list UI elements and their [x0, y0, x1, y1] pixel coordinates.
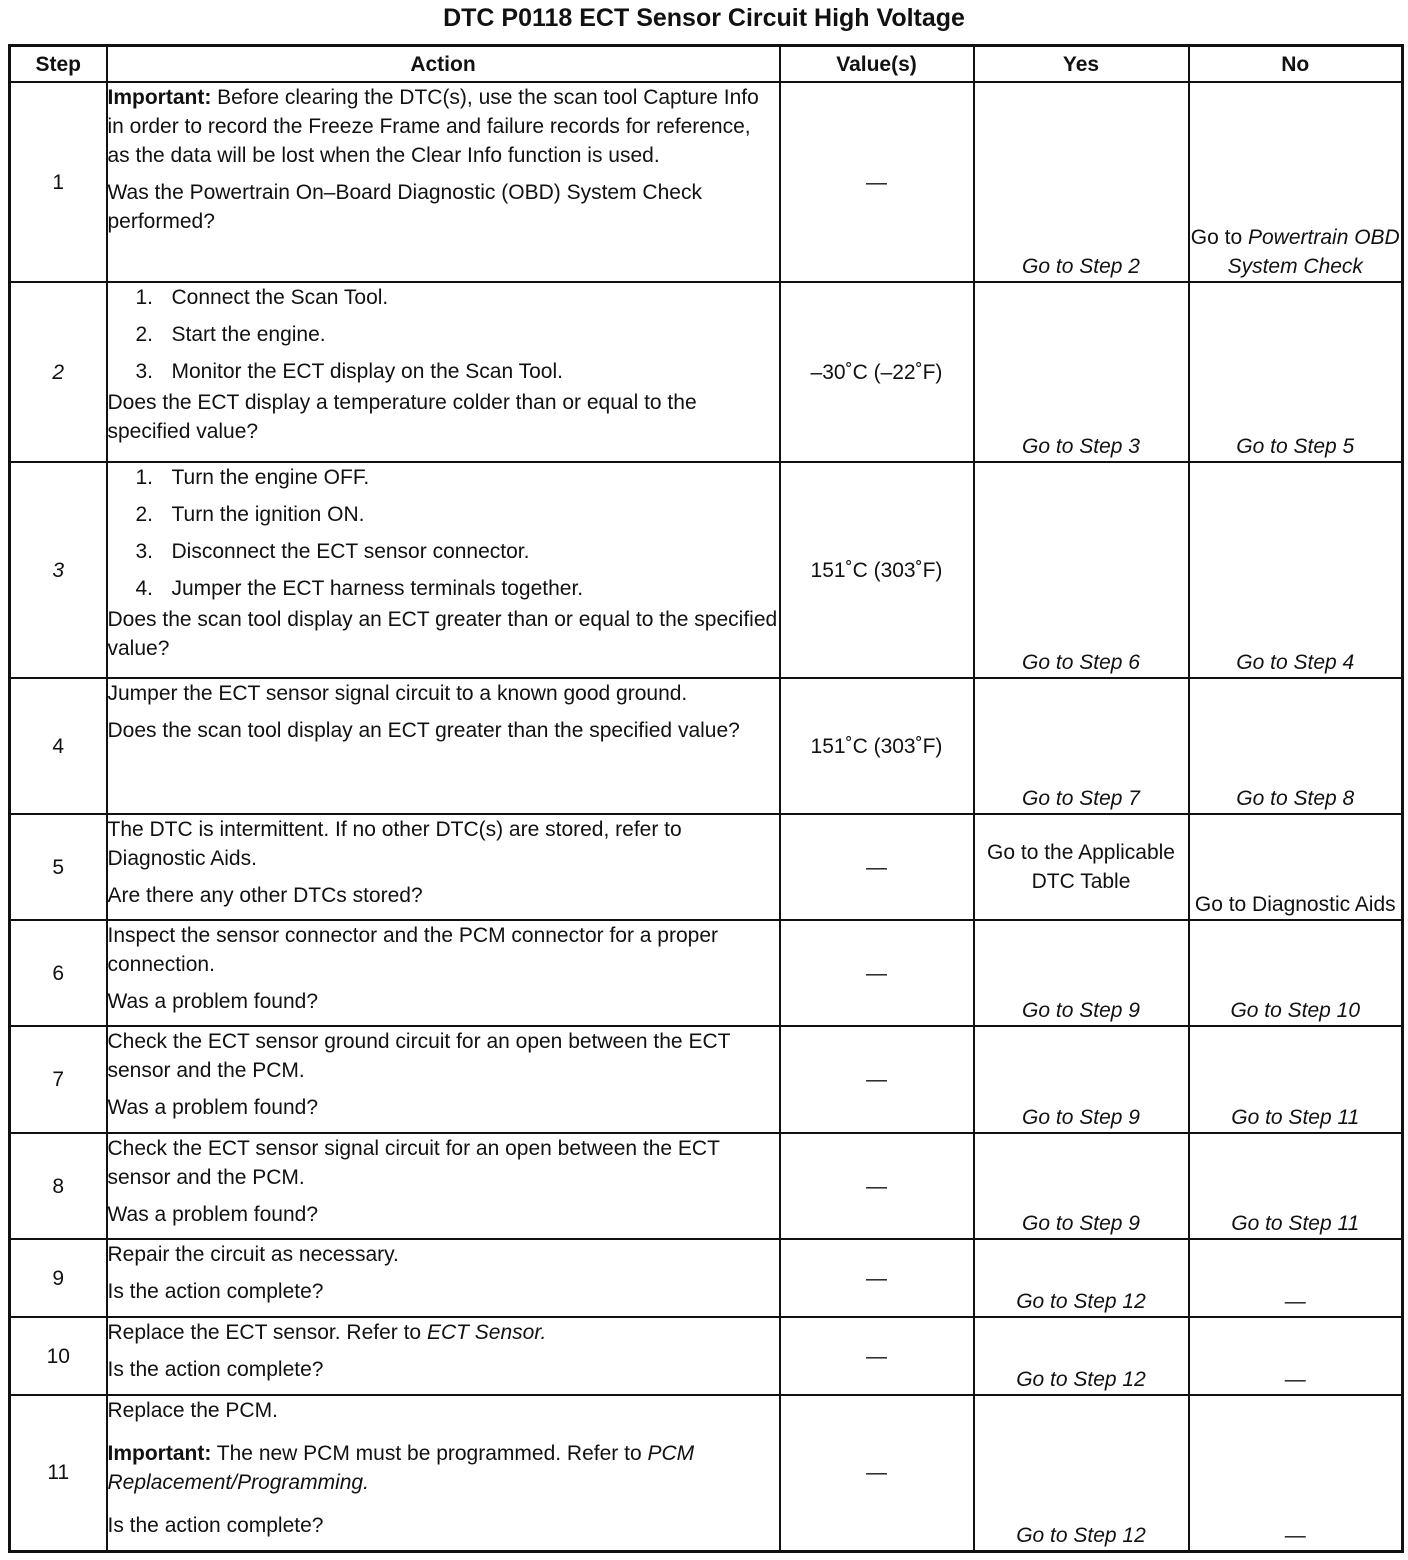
step-number: 10 — [10, 1317, 107, 1395]
yes-link[interactable]: Go to Step 6 — [1022, 651, 1140, 674]
yes-link[interactable]: Go to Step 9 — [1022, 1212, 1140, 1235]
header-action: Action — [107, 46, 780, 83]
no-cell — [1189, 920, 1403, 1026]
yes-cell — [974, 678, 1189, 814]
action-question: Was a problem found? — [107, 1203, 319, 1226]
value-cell: — — [780, 814, 974, 920]
action-question: Are there any other DTCs stored? — [107, 884, 423, 907]
table-header-row — [10, 46, 1403, 83]
table-row-step-1 — [10, 82, 1403, 282]
action-question: Does the scan tool display an ECT greater than the specified value? — [107, 719, 740, 742]
action-text: The DTC is intermittent. If no other DTC(s) are stored, refer to Diagnostic Aids. — [107, 818, 682, 870]
yes-cell — [974, 814, 1189, 920]
action-item-text: Turn the engine OFF. — [171, 466, 370, 489]
yes-cell — [974, 1239, 1189, 1317]
step-number: 8 — [10, 1133, 107, 1239]
action-text: Repair the circuit as necessary. — [107, 1243, 399, 1266]
action-question: Is the action complete? — [107, 1280, 324, 1303]
step-number: 3 — [10, 462, 107, 678]
action-item-text: Connect the Scan Tool. — [171, 286, 389, 309]
yes-cell — [974, 282, 1189, 462]
no-cell — [1189, 282, 1403, 462]
action-cell — [107, 678, 780, 814]
no-cell — [1189, 678, 1403, 814]
pcm-programming-link[interactable]: PCM Replacement/Programming. — [107, 1442, 695, 1494]
value-cell: — — [780, 1239, 974, 1317]
yes-cell — [974, 1133, 1189, 1239]
action-item-text: Jumper the ECT harness terminals together. — [171, 577, 584, 600]
value-cell: — — [780, 1395, 974, 1551]
yes-link[interactable]: Go to Step 9 — [1022, 1106, 1140, 1129]
table-row-step-11 — [10, 1395, 1403, 1551]
yes-link[interactable]: Go to Step 3 — [1022, 435, 1140, 458]
yes-link[interactable]: Go to Step 7 — [1022, 787, 1140, 810]
action-cell — [107, 282, 780, 462]
yes-link[interactable]: Go to Step 12 — [1016, 1523, 1146, 1547]
action-cell — [107, 82, 780, 282]
value-cell: — — [780, 1317, 974, 1395]
action-item-text: Start the engine. — [171, 323, 326, 346]
no-cell: — — [1189, 1317, 1403, 1395]
step-number: 9 — [10, 1239, 107, 1317]
action-item: 2. Turn the ignition ON. — [135, 503, 365, 526]
action-item: 1. Turn the engine OFF. — [135, 466, 370, 489]
no-link[interactable]: Powertrain OBD System Check — [1227, 226, 1400, 278]
action-question: Was a problem found? — [107, 990, 319, 1013]
table-row-step-2 — [10, 282, 1403, 462]
important-note — [108, 83, 779, 170]
action-question: Is the action complete? — [107, 1358, 324, 1381]
table-row-step-10 — [10, 1317, 1403, 1395]
step-number: 7 — [10, 1026, 107, 1133]
action-text: Check the ECT sensor ground circuit for an open between the ECT sensor and the PCM. — [107, 1030, 731, 1082]
header-yes: Yes — [974, 46, 1189, 83]
diagnostic-table — [8, 44, 1404, 1553]
yes-cell — [974, 462, 1189, 678]
table-row-step-8 — [10, 1133, 1403, 1239]
important-text: Before clearing the DTC(s), use the scan tool Capture Info in order to record the Freeze Frame and failure records for reference, as the data will be lost when the Clear Info function is used. — [107, 86, 759, 167]
action-item: 1. Connect the Scan Tool. — [135, 286, 389, 309]
no-link[interactable]: Go to Step 4 — [1236, 651, 1355, 674]
no-cell: — — [1189, 1239, 1403, 1317]
yes-cell — [974, 82, 1189, 282]
step-number: 6 — [10, 920, 107, 1026]
action-question: Was a problem found? — [107, 1096, 319, 1119]
yes-cell — [974, 920, 1189, 1026]
no-link[interactable]: Go to Step 10 — [1230, 999, 1361, 1022]
important-text: The new PCM must be programmed. Refer to — [216, 1442, 642, 1465]
action-question: Is the action complete? — [107, 1514, 324, 1537]
table-row-step-3 — [10, 462, 1403, 678]
no-cell — [1189, 82, 1403, 282]
action-text — [108, 1318, 779, 1347]
no-cell — [1189, 462, 1403, 678]
action-cell — [107, 814, 780, 920]
action-cell — [107, 920, 780, 1026]
no-cell — [1189, 814, 1403, 920]
table-row-step-5 — [10, 814, 1403, 920]
action-cell — [107, 1395, 780, 1551]
action-cell — [107, 1239, 780, 1317]
value-cell: — — [780, 1133, 974, 1239]
yes-cell — [974, 1317, 1189, 1395]
important-label: Important: — [107, 86, 212, 109]
header-values: Value(s) — [780, 46, 974, 83]
no-cell — [1189, 1026, 1403, 1133]
table-row-step-7 — [10, 1026, 1403, 1133]
table-row-step-6 — [10, 920, 1403, 1026]
step-number: 11 — [10, 1395, 107, 1551]
action-cell — [107, 1133, 780, 1239]
action-text: Replace the PCM. — [107, 1399, 278, 1422]
action-question: Does the scan tool display an ECT greater than or equal to the specified value? — [107, 608, 778, 660]
action-question: Was the Powertrain On–Board Diagnostic (OBD) System Check performed? — [107, 181, 702, 233]
action-item: 2. Start the engine. — [135, 323, 326, 346]
no-link[interactable]: Go to Step 11 — [1231, 1212, 1360, 1235]
yes-link[interactable]: Go to Step 12 — [1016, 1368, 1146, 1391]
action-item: 3. Disconnect the ECT sensor connector. — [135, 540, 530, 563]
important-note — [108, 1439, 779, 1497]
step-number: 4 — [10, 678, 107, 814]
action-cell — [107, 1317, 780, 1395]
header-no: No — [1189, 46, 1403, 83]
action-item-text: Disconnect the ECT sensor connector. — [171, 540, 530, 563]
no-prefix: Go to — [1190, 226, 1243, 249]
yes-link[interactable]: Go to Step 2 — [1022, 255, 1140, 278]
value-cell: –30˚C (–22˚F) — [780, 282, 974, 462]
action-item: 3. Monitor the ECT display on the Scan Tool. — [135, 360, 563, 383]
action-text: Check the ECT sensor signal circuit for an open between the ECT sensor and the PCM. — [107, 1137, 720, 1189]
step-number: 1 — [10, 82, 107, 282]
action-item-text: Turn the ignition ON. — [171, 503, 365, 526]
yes-link[interactable]: Go to Step 9 — [1022, 999, 1140, 1022]
yes-cell — [974, 1395, 1189, 1551]
important-label: Important: — [107, 1442, 212, 1465]
page-title: DTC P0118 ECT Sensor Circuit High Voltage — [443, 4, 965, 32]
yes-link[interactable]: Go to the Applicable DTC Table — [987, 841, 1175, 893]
no-link[interactable]: Go to Step 5 — [1236, 435, 1355, 458]
no-link[interactable]: Go to Diagnostic Aids — [1194, 893, 1396, 916]
value-cell: — — [780, 1026, 974, 1133]
value-cell: — — [780, 82, 974, 282]
action-text: Inspect the sensor connector and the PCM connector for a proper connection. — [107, 924, 719, 976]
no-cell — [1189, 1133, 1403, 1239]
yes-cell — [974, 1026, 1189, 1133]
value-cell: 151˚C (303˚F) — [780, 678, 974, 814]
action-cell — [107, 462, 780, 678]
action-text: Jumper the ECT sensor signal circuit to a known good ground. — [107, 682, 688, 705]
value-cell: — — [780, 920, 974, 1026]
action-question: Does the ECT display a temperature colder than or equal to the specified value? — [107, 391, 697, 443]
action-cell — [107, 1026, 780, 1133]
action-item-text: Monitor the ECT display on the Scan Tool. — [171, 360, 563, 383]
ect-sensor-link[interactable]: ECT Sensor. — [426, 1321, 547, 1344]
no-cell: — — [1189, 1395, 1403, 1551]
step-number: 5 — [10, 814, 107, 920]
value-cell: 151˚C (303˚F) — [780, 462, 974, 678]
action-item: 4. Jumper the ECT harness terminals together. — [135, 577, 584, 600]
no-link[interactable]: Go to Step 8 — [1236, 787, 1355, 810]
action-text-prefix: Replace the ECT sensor. Refer to — [107, 1321, 422, 1344]
header-step: Step — [10, 46, 107, 83]
yes-link[interactable]: Go to Step 12 — [1016, 1290, 1146, 1313]
step-number: 2 — [10, 282, 107, 462]
no-link[interactable]: Go to Step 11 — [1231, 1106, 1360, 1129]
table-row-step-4 — [10, 678, 1403, 814]
table-row-step-9 — [10, 1239, 1403, 1317]
